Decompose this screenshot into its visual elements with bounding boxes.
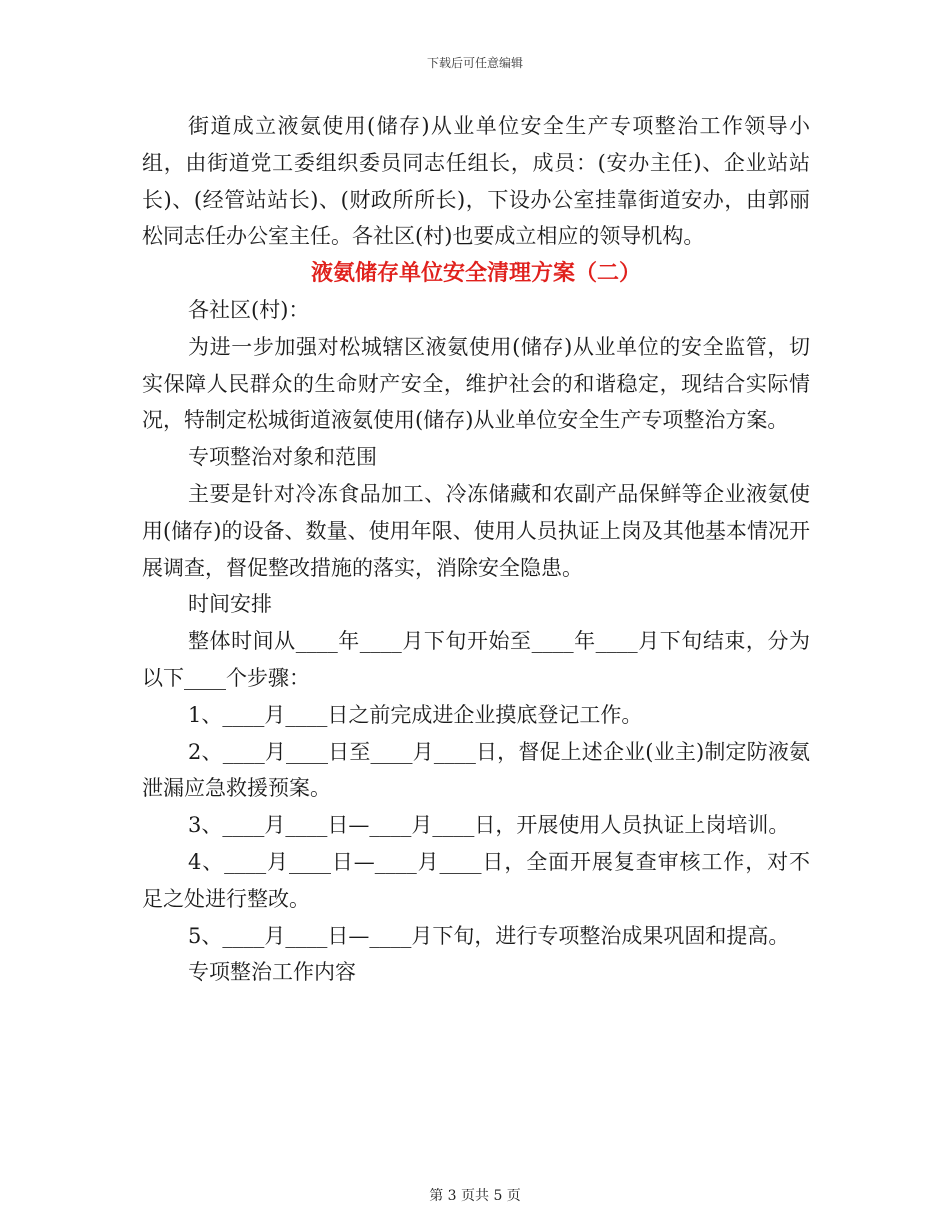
paragraph-scope: 主要是针对冷冻食品加工、冷冻储藏和农副产品保鲜等企业液氨使用(储存)的设备、数量、使用年限、使用人员执证上岗及其他基本情况开展调查，督促整改措施的落实，消除安全隐患。 (142, 481, 810, 580)
step-item-3: 3、____月____日—____月____日，开展使用人员执证上岗培训。 (188, 813, 790, 838)
section-heading-scope: 专项整治对象和范围 (188, 445, 377, 470)
section-heading-schedule: 时间安排 (188, 592, 272, 617)
paragraph-purpose: 为进一步加强对松城辖区液氨使用(储存)从业单位的安全监管，切实保障人民群众的生命财产安全，维护社会的和谐稳定，现结合实际情况，特制定松城街道液氨使用(储存)从业单位安全生产专项整治方案。 (142, 334, 810, 433)
step-item-2: 2、____月____日至____月____日，督促上述企业(业主)制定防液氨泄漏应急救援预案。 (142, 739, 810, 801)
document-title: 液氨储存单位安全清理方案（二） (310, 260, 641, 287)
paragraph-schedule: 整体时间从____年____月下旬开始至____年____月下旬结束，分为以下____个步骤： (142, 629, 810, 690)
page-footer: 第 3 页共 5 页 (429, 1188, 521, 1204)
step-item-4: 4、____月____日—____月____日，全面开展复查审核工作，对不足之处进行整改。 (142, 849, 810, 911)
salutation: 各社区(村)： (188, 297, 310, 322)
step-item-5: 5、____月____日—____月下旬，进行专项整治成果巩固和提高。 (188, 923, 790, 948)
step-item-1: 1、____月____日之前完成进企业摸底登记工作。 (188, 702, 643, 727)
page-header: 下载后可任意编辑 (426, 56, 523, 70)
paragraph-leadership-group: 街道成立液氨使用(储存)从业单位安全生产专项整治工作领导小组，由街道党工委组织委员同志任组长，成员：(安办主任)、企业站站长)、(经管站站长)、(财政所所长)，下设办公室挂靠街道安办，由郭丽松同志任办公室主任。各社区(村)也要成立相应的领导机构。 (142, 114, 810, 249)
document-body (142, 108, 810, 991)
section-heading-work-content: 专项整治工作内容 (188, 960, 356, 985)
